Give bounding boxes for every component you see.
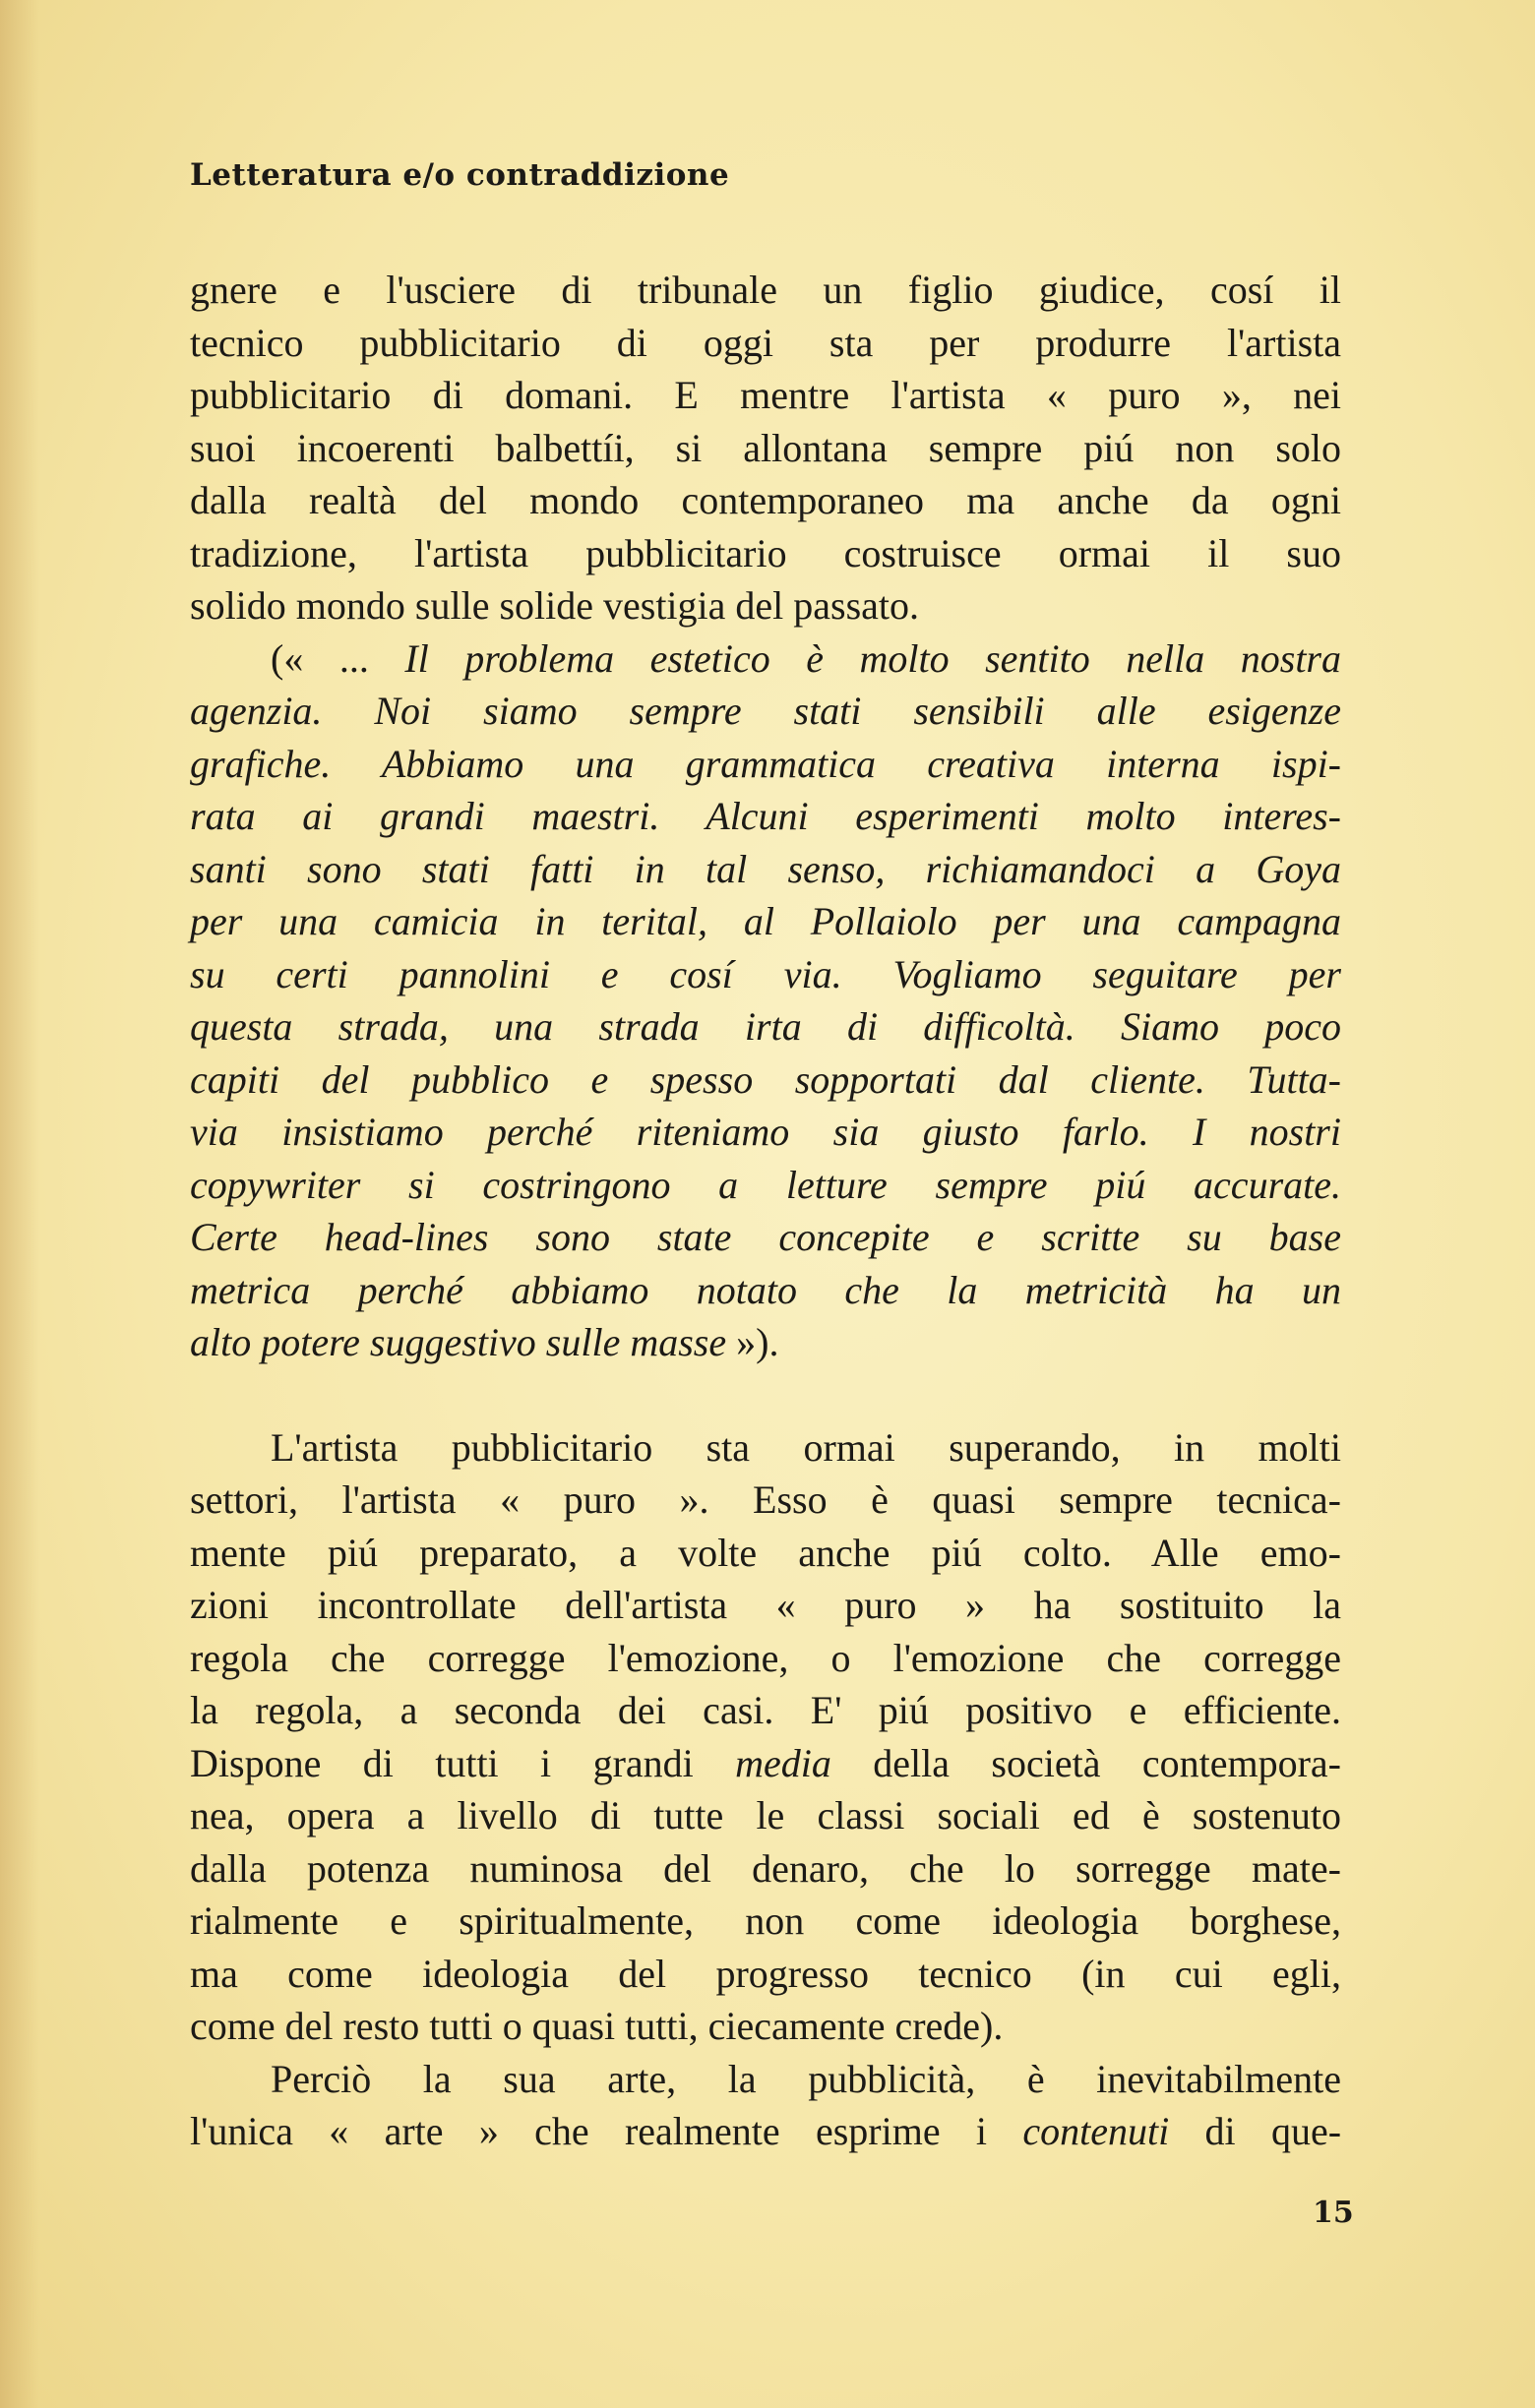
text-line: santi sono stati fatti in tal senso, richiamandoci a Goya (190, 846, 1341, 891)
running-header: Letteratura e/o contraddizione (190, 157, 730, 193)
text-line: mente piú preparato, a volte anche piú colto. Alle emo- (190, 1530, 1341, 1575)
text-line: metrica perché abbiamo notato che la metricità ha un (190, 1267, 1341, 1312)
text-line: dalla realtà del mondo contemporaneo ma anche da ogni (190, 478, 1341, 522)
quote-close: »). (736, 1320, 779, 1364)
text-line: gnere e l'usciere di tribunale un figlio giudice, cosí il (190, 268, 1341, 312)
text-line: Perciò la sua arte, la pubblicità, è inevitabilmente (271, 2056, 1341, 2101)
paragraph-gap (190, 1369, 1341, 1421)
text-line (190, 632, 1341, 686)
page-number: 15 (1313, 2196, 1354, 2230)
text-line: rialmente e spiritualmente, non come ideologia borghese, (190, 1898, 1341, 1943)
text-segment: Dispone di tutti i grandi (190, 1740, 694, 1785)
text-segment: di que- (1204, 2109, 1342, 2153)
quoted-passage (190, 632, 1341, 1369)
text-line: questa strada, una strada irta di difficoltà. Siamo poco (190, 1004, 1341, 1049)
italic-term: contenuti (1022, 2109, 1170, 2153)
text-line: via insistiamo perché riteniamo sia giusto farlo. I nostri (190, 1110, 1341, 1154)
text-line: tradizione, l'artista pubblicitario costruisce ormai il suo (190, 530, 1341, 575)
text-line: capiti del pubblico e spesso sopportati dal cliente. Tutta- (190, 1056, 1341, 1102)
text-line (190, 1316, 1341, 1369)
text-line: su certi pannolini e cosí via. Vogliamo seguitare per (190, 951, 1341, 996)
text-line: come del resto tutti o quasi tutti, ciecamente crede). (190, 2004, 1004, 2048)
text-line: grafiche. Abbiamo una grammatica creativa interna ispi- (190, 741, 1341, 786)
quote-text: Il problema estetico è molto sentito nella nostra (404, 635, 1341, 681)
quote-text: alto potere suggestivo sulle masse (190, 1320, 727, 1364)
quote-open: (« ... (271, 635, 369, 681)
text-line: regola che corregge l'emozione, o l'emozione che corregge (190, 1635, 1341, 1680)
text-line: per una camicia in terital, al Pollaiolo per una campagna (190, 899, 1341, 943)
page-edge-shading (0, 0, 39, 2408)
text-segment: della società contempora- (873, 1740, 1341, 1785)
text-line: copywriter si costringono a letture sempre piú accurate. (190, 1162, 1341, 1207)
text-line: L'artista pubblicitario sta ormai superando, in molti (271, 1424, 1341, 1470)
page-body (190, 264, 1341, 2158)
paragraph-1 (190, 264, 1341, 632)
italic-term: media (735, 1740, 831, 1785)
text-line: pubblicitario di domani. E mentre l'artista « puro », nei (190, 373, 1341, 417)
text-line (190, 2105, 1341, 2158)
text-line: suoi incoerenti balbettíi, si allontana sempre piú non solo (190, 425, 1341, 470)
text-line: agenzia. Noi siamo sempre stati sensibili alle esigenze (190, 689, 1341, 733)
text-line: solido mondo sulle solide vestigia del passato. (190, 583, 920, 628)
text-line (190, 1737, 1341, 1790)
text-line: la regola, a seconda dei casi. E' piú positivo e efficiente. (190, 1688, 1341, 1732)
text-line: dalla potenza numinosa del denaro, che lo sorregge mate- (190, 1845, 1341, 1891)
text-line: ma come ideologia del progresso tecnico (in cui egli, (190, 1951, 1341, 1996)
text-line: zioni incontrollate dell'artista « puro » ha sostituito la (190, 1583, 1341, 1627)
text-line: Certe head-lines sono state concepite e scritte su base (190, 1215, 1341, 1259)
text-line: settori, l'artista « puro ». Esso è quasi sempre tecnica- (190, 1477, 1341, 1522)
text-line: tecnico pubblicitario di oggi sta per produrre l'artista (190, 320, 1341, 365)
text-line: nea, opera a livello di tutte le classi sociali ed è sostenuto (190, 1793, 1341, 1837)
paragraph-3 (190, 2053, 1341, 2158)
text-line: rata ai grandi maestri. Alcuni esperimenti molto interes- (190, 794, 1341, 838)
text-segment: l'unica « arte » che realmente esprime i (190, 2109, 987, 2153)
paragraph-2 (190, 1421, 1341, 2053)
